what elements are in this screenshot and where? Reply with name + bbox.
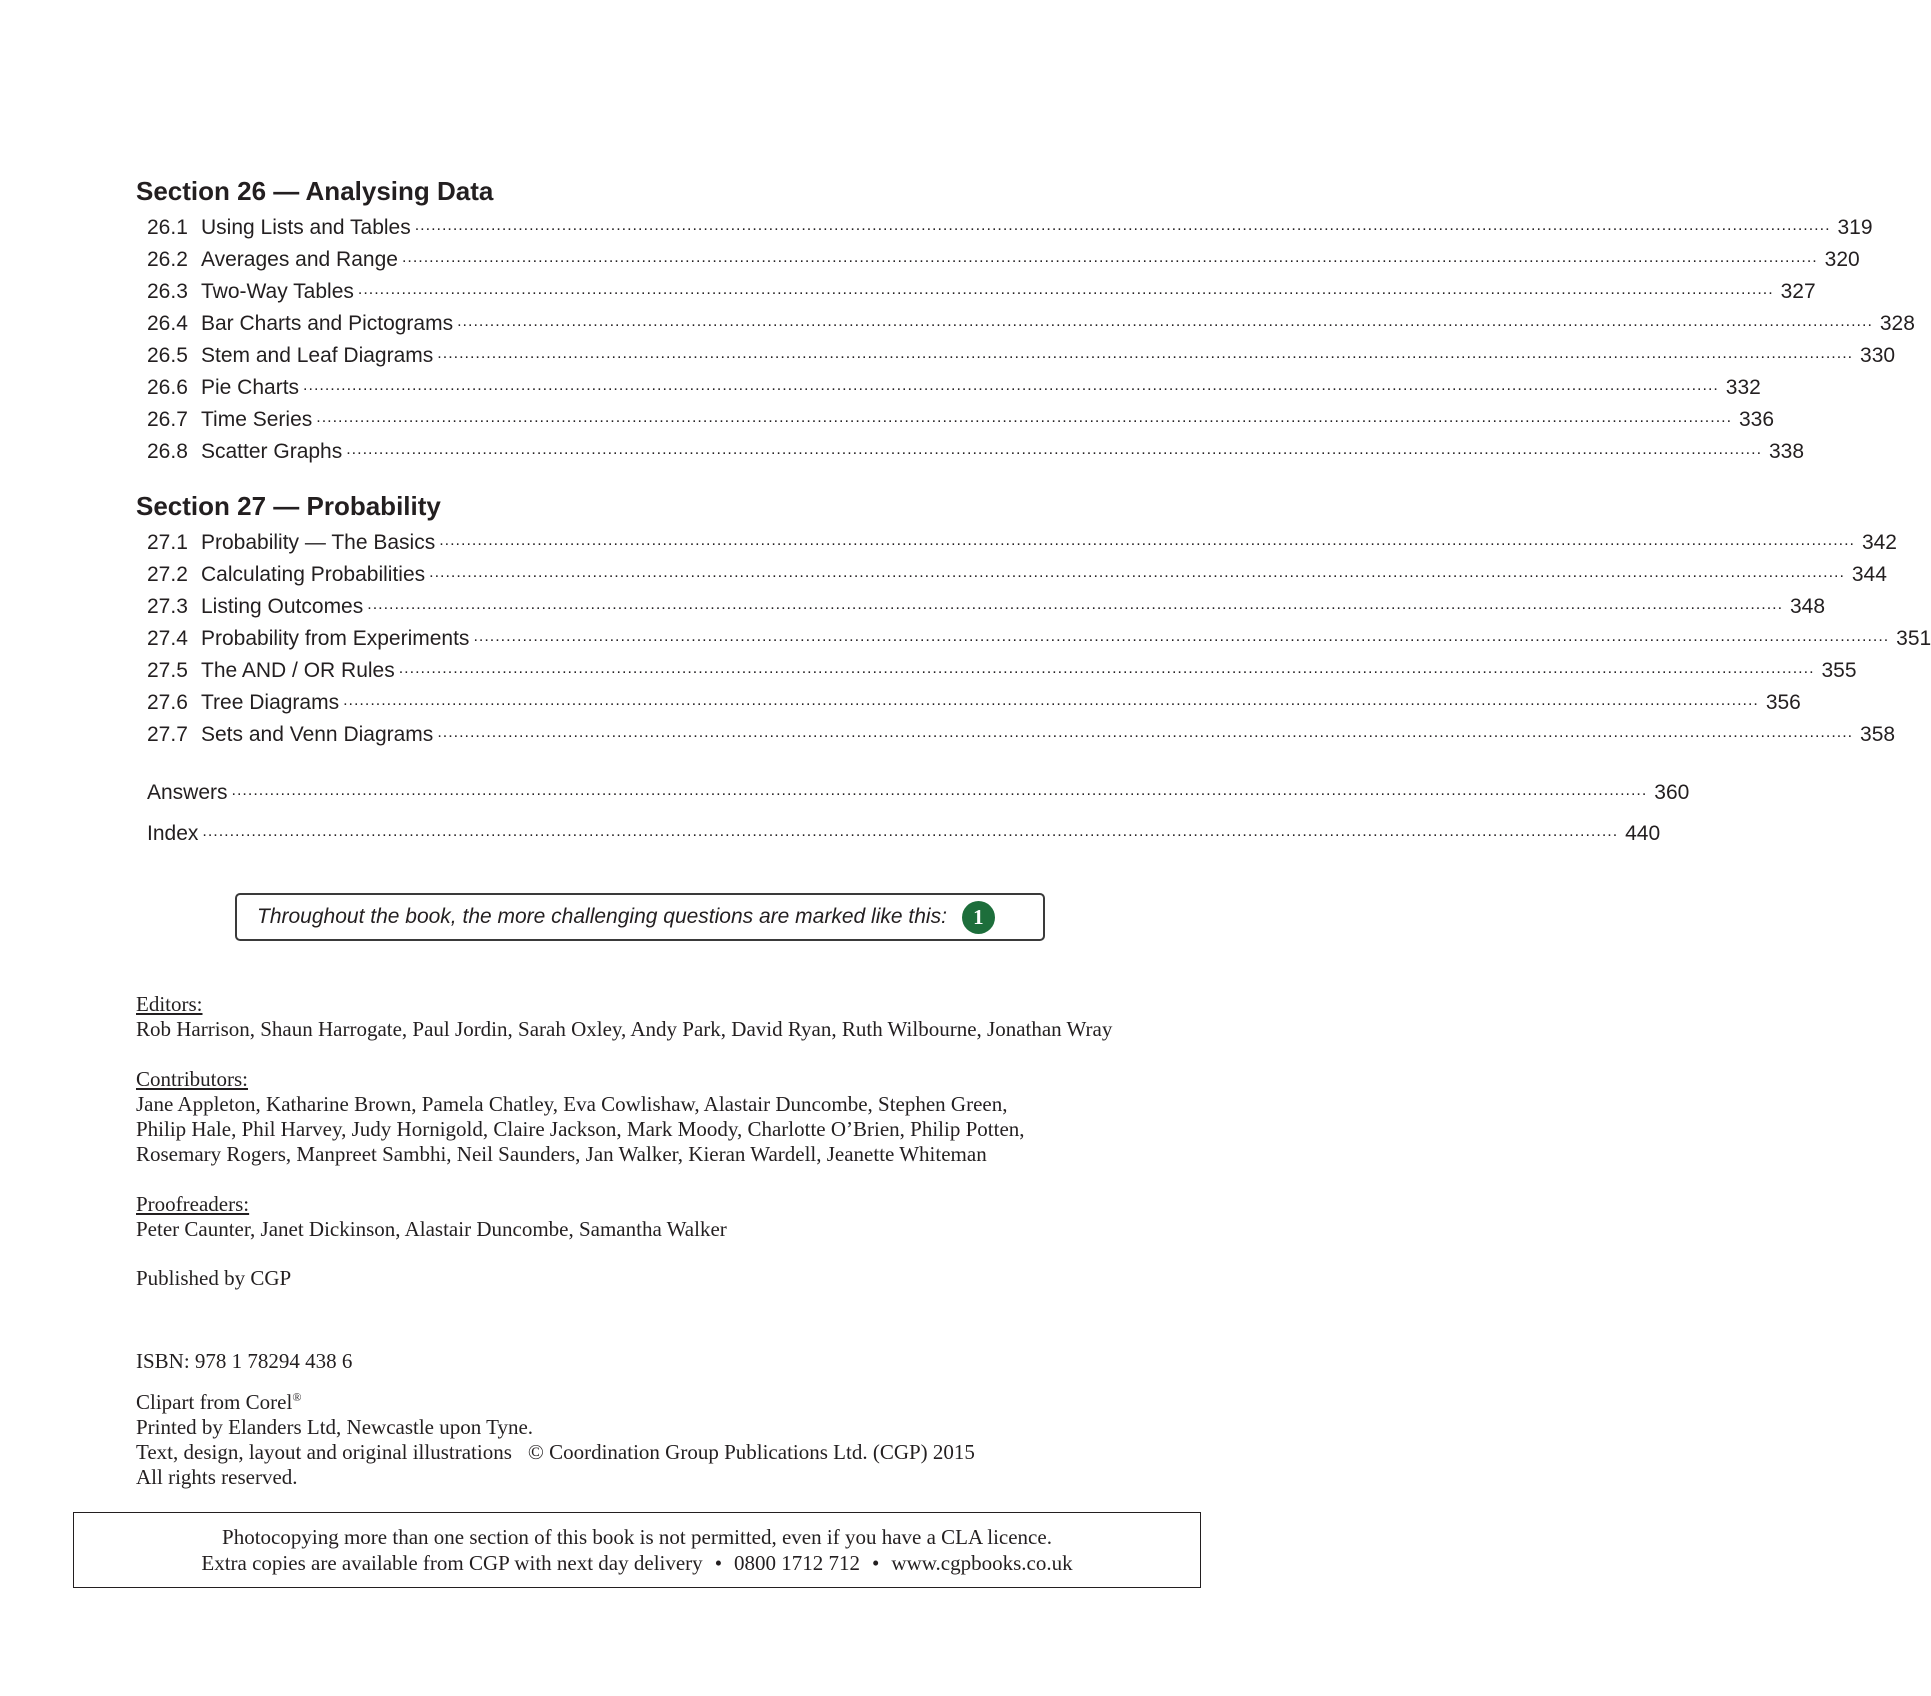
toc-entry bbox=[147, 337, 1896, 369]
toc-entry-number: 27.4 bbox=[147, 627, 188, 650]
toc-entry-number: 26.8 bbox=[147, 440, 188, 463]
proofreaders-label: Proofreaders: bbox=[136, 1192, 250, 1216]
toc-entry-page: 440 bbox=[1625, 822, 1661, 845]
toc-entry bbox=[147, 241, 1860, 273]
toc-entry-page: 327 bbox=[1780, 280, 1816, 303]
contributors-line: Philip Hale, Phil Harvey, Judy Hornigold, Claire Jackson, Mark Moody, Charlotte O’Brien, Philip Potten, bbox=[136, 1117, 1025, 1141]
editors-block bbox=[136, 992, 1112, 1042]
toc-entry bbox=[147, 209, 1873, 241]
registered-mark: ® bbox=[292, 1390, 302, 1404]
toc-entry-number: 27.6 bbox=[147, 691, 188, 714]
toc-entry-title: Averages and Range bbox=[201, 248, 398, 271]
toc-entry bbox=[147, 433, 1805, 465]
toc-entry-page: 342 bbox=[1861, 531, 1897, 554]
photocopy-notice bbox=[73, 1512, 1201, 1588]
toc-entry-page: 330 bbox=[1860, 344, 1896, 367]
toc-answers bbox=[147, 774, 1690, 806]
website: www.cgpbooks.co.uk bbox=[891, 1551, 1073, 1575]
toc-entry-title: The AND / OR Rules bbox=[201, 659, 395, 682]
proofreaders-names: Peter Caunter, Janet Dickinson, Alastair Duncombe, Samantha Walker bbox=[136, 1217, 727, 1241]
dot-leader: .................................................................................................................................................................................................................................................................... bbox=[414, 217, 1831, 234]
dot-leader: .................................................................................................................................................................................................................................................................... bbox=[439, 532, 1855, 549]
toc-entry-page: 320 bbox=[1824, 248, 1860, 271]
toc-entry-number: 26.2 bbox=[147, 248, 188, 271]
toc-entry-title: Answers bbox=[147, 781, 228, 804]
toc-entry-title: Two-Way Tables bbox=[201, 280, 354, 303]
dot-leader: .................................................................................................................................................................................................................................................................... bbox=[437, 724, 1854, 741]
toc-entry bbox=[147, 556, 1887, 588]
dot-leader: .................................................................................................................................................................................................................................................................... bbox=[343, 692, 1759, 709]
section-heading: Section 26 — Analysing Data bbox=[136, 176, 494, 206]
toc-entry-page: 336 bbox=[1738, 408, 1775, 431]
dot-leader: .................................................................................................................................................................................................................................................................... bbox=[401, 249, 1818, 266]
challenge-note bbox=[235, 893, 1045, 941]
toc-entry bbox=[147, 652, 1857, 684]
toc-entry-number: 26.3 bbox=[147, 280, 188, 303]
bullet-separator: • bbox=[872, 1551, 880, 1575]
toc-entry-page: 332 bbox=[1725, 376, 1761, 399]
dot-leader: .................................................................................................................................................................................................................................................................... bbox=[316, 409, 1733, 426]
editors-names: Rob Harrison, Shaun Harrogate, Paul Jordin, Sarah Oxley, Andy Park, David Ryan, Ruth Wilbourne, Jonathan Wray bbox=[136, 1017, 1113, 1041]
toc-entry-number: 27.7 bbox=[147, 723, 188, 746]
bullet-separator: • bbox=[714, 1551, 723, 1575]
toc-entry-title: Bar Charts and Pictograms bbox=[201, 312, 454, 335]
toc-index bbox=[147, 815, 1661, 847]
phone-number: 0800 1712 712 bbox=[734, 1551, 861, 1575]
toc-entry-number: 26.4 bbox=[147, 312, 188, 335]
toc-entry-title: Probability from Experiments bbox=[201, 627, 470, 650]
toc-entry-title: Tree Diagrams bbox=[201, 691, 340, 714]
toc-entry-page: 328 bbox=[1879, 312, 1915, 335]
toc-entry-title: Using Lists and Tables bbox=[201, 216, 411, 239]
contributors-line: Jane Appleton, Katharine Brown, Pamela Chatley, Eva Cowlishaw, Alastair Duncombe, Stephen Green, bbox=[136, 1092, 1008, 1116]
contributors-block bbox=[136, 1067, 1025, 1167]
proofreaders-block bbox=[136, 1192, 727, 1242]
toc-entry-title: Time Series bbox=[201, 408, 313, 431]
copyright-right: © Coordination Group Publications Ltd. (CGP) 2015 bbox=[527, 1440, 975, 1464]
editors-label: Editors: bbox=[136, 992, 203, 1016]
toc-entry-page: 319 bbox=[1837, 216, 1873, 239]
dot-leader: .................................................................................................................................................................................................................................................................... bbox=[437, 345, 1854, 362]
clipart-line bbox=[136, 1385, 975, 1415]
toc-entry-title: Pie Charts bbox=[201, 376, 300, 399]
dot-leader: .................................................................................................................................................................................................................................................................... bbox=[367, 596, 1784, 613]
toc-entry bbox=[147, 684, 1801, 716]
toc-entry bbox=[147, 524, 1897, 556]
notice-line-1: Photocopying more than one section of this book is not permitted, even if you have a CLA licence. bbox=[222, 1525, 1052, 1549]
toc-entry-title: Probability — The Basics bbox=[201, 531, 436, 554]
contributors-line: Rosemary Rogers, Manpreet Sambhi, Neil Saunders, Jan Walker, Kieran Wardell, Jeanette Whiteman bbox=[136, 1142, 987, 1166]
isbn: ISBN: 978 1 78294 438 6 bbox=[136, 1349, 353, 1373]
toc-entry-title: Stem and Leaf Diagrams bbox=[201, 344, 434, 367]
toc-entry-number: 27.2 bbox=[147, 563, 188, 586]
toc-entry-page: 360 bbox=[1654, 781, 1690, 804]
toc-entry-title: Sets and Venn Diagrams bbox=[201, 723, 434, 746]
published-by: Published by CGP bbox=[136, 1266, 292, 1290]
toc-entry-number: 27.3 bbox=[147, 595, 188, 618]
toc-entry-title: Listing Outcomes bbox=[201, 595, 364, 618]
toc-entry-page: 348 bbox=[1789, 595, 1826, 618]
toc-entry bbox=[147, 401, 1775, 433]
toc-entry-number: 26.7 bbox=[147, 408, 188, 431]
toc-entry bbox=[147, 305, 1915, 337]
toc-entry bbox=[147, 620, 1931, 652]
dot-leader: .................................................................................................................................................................................................................................................................... bbox=[357, 281, 1774, 298]
toc-entry-page: 358 bbox=[1860, 723, 1896, 746]
dot-leader: .................................................................................................................................................................................................................................................................... bbox=[429, 564, 1845, 581]
toc-entry bbox=[147, 716, 1896, 748]
toc-entry-title: Index bbox=[147, 822, 199, 845]
toc-entry bbox=[147, 588, 1826, 620]
dot-leader: .................................................................................................................................................................................................................................................................... bbox=[202, 823, 1619, 840]
dot-leader: .................................................................................................................................................................................................................................................................... bbox=[303, 377, 1719, 394]
dot-leader: .................................................................................................................................................................................................................................................................... bbox=[398, 660, 1815, 677]
rights-line: All rights reserved. bbox=[136, 1465, 298, 1489]
dot-leader: .................................................................................................................................................................................................................................................................... bbox=[457, 313, 1873, 330]
toc-entry bbox=[147, 369, 1761, 401]
toc-entry-page: 356 bbox=[1765, 691, 1801, 714]
notice-line-2 bbox=[74, 1550, 1200, 1576]
imprint-block bbox=[136, 1385, 975, 1490]
toc-entry-title: Scatter Graphs bbox=[201, 440, 343, 463]
dot-leader: .................................................................................................................................................................................................................................................................... bbox=[346, 441, 1763, 458]
copyright-line bbox=[136, 1440, 975, 1465]
toc-entry-page: 355 bbox=[1821, 659, 1857, 682]
toc-entry-number: 27.1 bbox=[147, 531, 188, 554]
toc-entry bbox=[147, 273, 1816, 305]
toc-entry-title: Calculating Probabilities bbox=[201, 563, 426, 586]
copyright-left: Text, design, layout and original illustrations bbox=[136, 1440, 512, 1464]
toc-entry-number: 27.5 bbox=[147, 659, 188, 682]
toc-entry-number: 26.5 bbox=[147, 344, 188, 367]
toc-entry-page: 338 bbox=[1768, 440, 1805, 463]
printed-line: Printed by Elanders Ltd, Newcastle upon Tyne. bbox=[136, 1415, 534, 1439]
challenge-badge-icon: 1 bbox=[962, 901, 995, 934]
dot-leader: .................................................................................................................................................................................................................................................................... bbox=[473, 628, 1890, 645]
section-heading: Section 27 — Probability bbox=[136, 491, 441, 521]
clipart-text: Clipart from Corel bbox=[136, 1390, 293, 1414]
dot-leader: .................................................................................................................................................................................................................................................................... bbox=[231, 782, 1648, 799]
toc-entry-page: 344 bbox=[1851, 563, 1887, 586]
challenge-note-text: Throughout the book, the more challenging questions are marked like this: bbox=[257, 905, 947, 928]
toc-entry-number: 26.1 bbox=[147, 216, 188, 239]
contributors-label: Contributors: bbox=[136, 1067, 249, 1091]
toc-entry-number: 26.6 bbox=[147, 376, 188, 399]
delivery-text: Extra copies are available from CGP with next day delivery bbox=[201, 1551, 703, 1575]
toc-entry-page: 351 bbox=[1896, 627, 1931, 650]
